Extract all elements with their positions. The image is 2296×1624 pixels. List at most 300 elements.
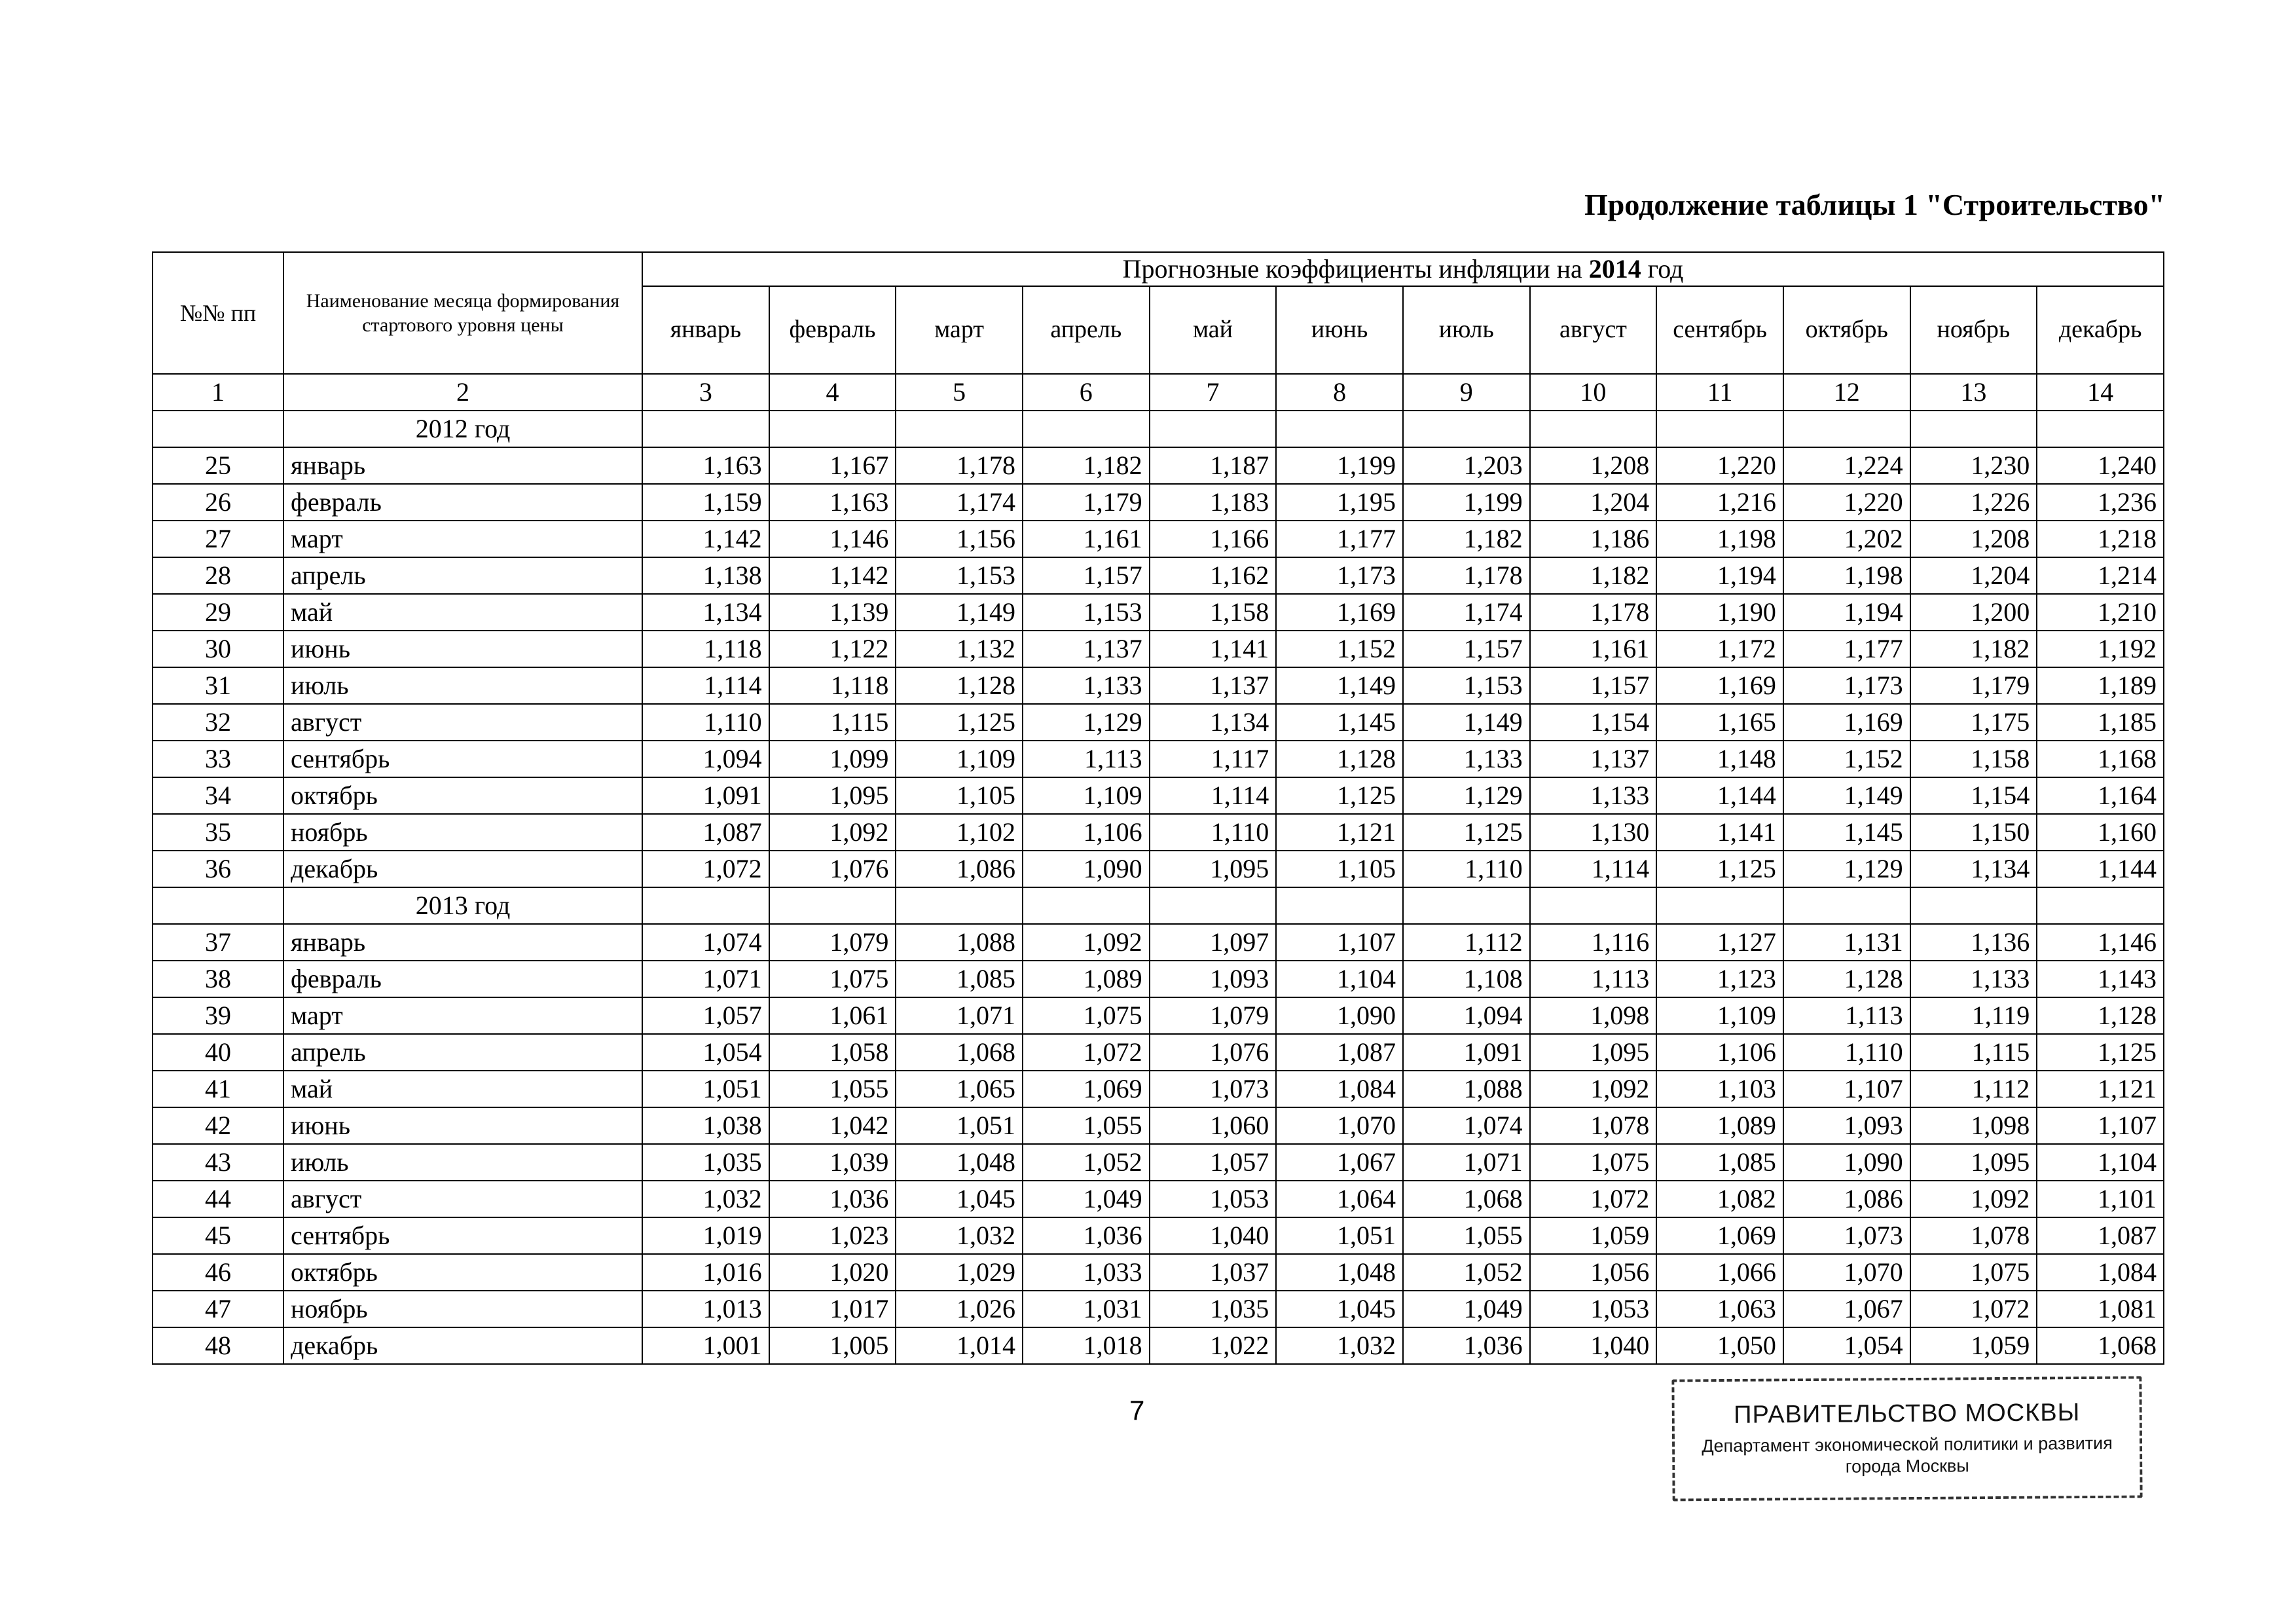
coefficient-cell: 1,194: [1783, 594, 1910, 631]
coefficient-cell: 1,208: [1530, 447, 1657, 484]
coefficient-cell: 1,115: [769, 704, 896, 741]
coefficient-cell: 1,179: [1910, 667, 2037, 704]
coefficient-cell: 1,092: [1910, 1181, 2037, 1217]
coefficient-cell: 1,194: [1656, 557, 1783, 594]
coefficient-cell: 1,032: [1276, 1327, 1403, 1364]
coefficient-cell: 1,149: [896, 594, 1023, 631]
table-row: [153, 1254, 2164, 1291]
coefficient-cell: 1,090: [1783, 1144, 1910, 1181]
coefficient-cell: 1,026: [896, 1291, 1023, 1327]
row-month: сентябрь: [283, 1217, 642, 1254]
coefficient-cell: 1,177: [1783, 631, 1910, 667]
coefficient-cell: 1,157: [1403, 631, 1530, 667]
coefficient-cell: 1,141: [1656, 814, 1783, 851]
coefficient-cell: 1,049: [1023, 1181, 1150, 1217]
coefficient-cell: 1,130: [1530, 814, 1657, 851]
row-month: февраль: [283, 484, 642, 521]
coefficient-cell: 1,071: [642, 961, 769, 997]
coefficient-cell: 1,001: [642, 1327, 769, 1364]
column-number: 6: [1023, 374, 1150, 411]
coefficient-cell: 1,165: [1656, 704, 1783, 741]
coefficient-cell: 1,102: [896, 814, 1023, 851]
coefficient-cell: 1,154: [1530, 704, 1657, 741]
coefficient-cell: 1,125: [896, 704, 1023, 741]
year-row-empty: [769, 887, 896, 924]
coefficient-cell: 1,224: [1783, 447, 1910, 484]
coefficient-cell: 1,005: [769, 1327, 896, 1364]
coefficient-cell: 1,093: [1783, 1107, 1910, 1144]
row-month: август: [283, 1181, 642, 1217]
row-month: ноябрь: [283, 1291, 642, 1327]
coefficient-cell: 1,055: [1023, 1107, 1150, 1144]
header-col-month: сентябрь: [1656, 286, 1783, 374]
coefficient-cell: 1,088: [1403, 1071, 1530, 1107]
row-month: март: [283, 521, 642, 557]
row-number: 47: [153, 1291, 283, 1327]
year-row-empty: [1276, 887, 1403, 924]
coefficient-cell: 1,125: [1276, 777, 1403, 814]
coefficient-cell: 1,139: [769, 594, 896, 631]
table-row: [153, 1217, 2164, 1254]
coefficient-cell: 1,220: [1783, 484, 1910, 521]
coefficient-cell: 1,158: [1150, 594, 1277, 631]
table-row: [153, 997, 2164, 1034]
coefficient-cell: 1,192: [2037, 631, 2164, 667]
coefficient-cell: 1,109: [896, 741, 1023, 777]
coefficient-cell: 1,133: [1530, 777, 1657, 814]
column-number: 3: [642, 374, 769, 411]
coefficient-cell: 1,141: [1150, 631, 1277, 667]
coefficient-cell: 1,051: [642, 1071, 769, 1107]
table-row: [153, 521, 2164, 557]
coefficient-cell: 1,033: [1023, 1254, 1150, 1291]
coefficient-cell: 1,182: [1910, 631, 2037, 667]
coefficient-cell: 1,198: [1783, 557, 1910, 594]
coefficient-cell: 1,086: [896, 851, 1023, 887]
coefficient-cell: 1,098: [1530, 997, 1657, 1034]
coefficient-cell: 1,105: [1276, 851, 1403, 887]
coefficient-cell: 1,185: [2037, 704, 2164, 741]
row-number: 44: [153, 1181, 283, 1217]
coefficient-cell: 1,048: [1276, 1254, 1403, 1291]
row-number: 36: [153, 851, 283, 887]
coefficient-cell: 1,020: [769, 1254, 896, 1291]
coefficient-cell: 1,088: [896, 924, 1023, 961]
coefficient-cell: 1,070: [1276, 1107, 1403, 1144]
year-row-empty: [1656, 411, 1783, 447]
table-row: [153, 1144, 2164, 1181]
row-month: ноябрь: [283, 814, 642, 851]
coefficient-cell: 1,101: [2037, 1181, 2164, 1217]
coefficient-cell: 1,064: [1276, 1181, 1403, 1217]
coefficient-cell: 1,035: [1150, 1291, 1277, 1327]
coefficient-cell: 1,183: [1150, 484, 1277, 521]
coefficient-cell: 1,157: [1530, 667, 1657, 704]
year-row-empty: [1530, 411, 1657, 447]
coefficient-cell: 1,057: [1150, 1144, 1277, 1181]
table-row: [153, 1327, 2164, 1364]
coefficient-cell: 1,204: [1530, 484, 1657, 521]
coefficient-cell: 1,032: [896, 1217, 1023, 1254]
coefficient-cell: 1,166: [1150, 521, 1277, 557]
coefficient-cell: 1,018: [1023, 1327, 1150, 1364]
row-number: 34: [153, 777, 283, 814]
coefficient-cell: 1,187: [1150, 447, 1277, 484]
coefficient-cell: 1,069: [1656, 1217, 1783, 1254]
coefficient-cell: 1,107: [1783, 1071, 1910, 1107]
row-number: 41: [153, 1071, 283, 1107]
coefficient-cell: 1,128: [1783, 961, 1910, 997]
coefficient-cell: 1,099: [769, 741, 896, 777]
coefficient-cell: 1,019: [642, 1217, 769, 1254]
coefficient-cell: 1,075: [769, 961, 896, 997]
column-number: 13: [1910, 374, 2037, 411]
coefficient-cell: 1,056: [1530, 1254, 1657, 1291]
coefficient-cell: 1,182: [1023, 447, 1150, 484]
coefficient-cell: 1,086: [1783, 1181, 1910, 1217]
coefficient-cell: 1,091: [1403, 1034, 1530, 1071]
column-number: 2: [283, 374, 642, 411]
table-row: [153, 447, 2164, 484]
coefficient-cell: 1,085: [896, 961, 1023, 997]
coefficient-cell: 1,107: [2037, 1107, 2164, 1144]
coefficient-cell: 1,162: [1150, 557, 1277, 594]
coefficient-cell: 1,143: [2037, 961, 2164, 997]
coefficient-cell: 1,132: [896, 631, 1023, 667]
coefficient-cell: 1,095: [1150, 851, 1277, 887]
coefficient-cell: 1,040: [1150, 1217, 1277, 1254]
table-row: [153, 484, 2164, 521]
row-month: декабрь: [283, 851, 642, 887]
table-row: [153, 1181, 2164, 1217]
coefficient-cell: 1,198: [1656, 521, 1783, 557]
coefficient-cell: 1,060: [1150, 1107, 1277, 1144]
row-number: 26: [153, 484, 283, 521]
header-col-month: июль: [1403, 286, 1530, 374]
coefficient-cell: 1,169: [1276, 594, 1403, 631]
coefficient-cell: 1,075: [1530, 1144, 1657, 1181]
coefficient-cell: 1,129: [1023, 704, 1150, 741]
row-number: 29: [153, 594, 283, 631]
year-row-empty: [1910, 887, 2037, 924]
coefficient-cell: 1,157: [1023, 557, 1150, 594]
coefficient-cell: 1,149: [1783, 777, 1910, 814]
row-month: апрель: [283, 557, 642, 594]
coefficient-cell: 1,073: [1783, 1217, 1910, 1254]
row-month: май: [283, 1071, 642, 1107]
coefficient-cell: 1,071: [896, 997, 1023, 1034]
coefficient-cell: 1,052: [1023, 1144, 1150, 1181]
year-row-empty: [896, 411, 1023, 447]
coefficient-cell: 1,137: [1023, 631, 1150, 667]
coefficient-cell: 1,159: [642, 484, 769, 521]
coefficient-cell: 1,122: [769, 631, 896, 667]
coefficient-cell: 1,113: [1530, 961, 1657, 997]
year-row-empty: [1023, 887, 1150, 924]
coefficient-cell: 1,073: [1150, 1071, 1277, 1107]
coefficient-cell: 1,137: [1530, 741, 1657, 777]
column-number: 7: [1150, 374, 1277, 411]
coefficient-cell: 1,175: [1910, 704, 2037, 741]
coefficient-cell: 1,153: [1023, 594, 1150, 631]
coefficient-cell: 1,113: [1023, 741, 1150, 777]
coefficient-cell: 1,156: [896, 521, 1023, 557]
coefficient-cell: 1,095: [769, 777, 896, 814]
coefficient-cell: 1,121: [2037, 1071, 2164, 1107]
coefficient-cell: 1,113: [1783, 997, 1910, 1034]
row-number: 37: [153, 924, 283, 961]
coefficient-cell: 1,059: [1910, 1327, 2037, 1364]
coefficient-cell: 1,164: [2037, 777, 2164, 814]
header-forecast-prefix: Прогнозные коэффициенты инфляции на: [1122, 254, 1589, 284]
year-row-empty: [1150, 887, 1277, 924]
coefficient-cell: 1,084: [2037, 1254, 2164, 1291]
coefficient-cell: 1,178: [1530, 594, 1657, 631]
coefficient-cell: 1,110: [642, 704, 769, 741]
coefficient-cell: 1,190: [1656, 594, 1783, 631]
coefficient-cell: 1,053: [1530, 1291, 1657, 1327]
row-number: 42: [153, 1107, 283, 1144]
header-forecast: [642, 252, 2164, 286]
coefficient-cell: 1,114: [1150, 777, 1277, 814]
header-col-month: июнь: [1276, 286, 1403, 374]
stamp-line-1: ПРАВИТЕЛЬСТВО МОСКВЫ: [1734, 1399, 2081, 1429]
coefficient-cell: 1,153: [896, 557, 1023, 594]
coefficient-cell: 1,049: [1403, 1291, 1530, 1327]
coefficient-cell: 1,079: [1150, 997, 1277, 1034]
coefficient-cell: 1,118: [769, 667, 896, 704]
coefficient-cell: 1,082: [1656, 1181, 1783, 1217]
coefficient-cell: 1,061: [769, 997, 896, 1034]
coefficient-cell: 1,098: [1910, 1107, 2037, 1144]
coefficient-cell: 1,051: [896, 1107, 1023, 1144]
coefficient-cell: 1,089: [1656, 1107, 1783, 1144]
coefficient-cell: 1,121: [1276, 814, 1403, 851]
coefficient-cell: 1,071: [1403, 1144, 1530, 1181]
government-stamp: [1671, 1376, 2142, 1501]
year-row-empty: [769, 411, 896, 447]
coefficient-cell: 1,097: [1150, 924, 1277, 961]
coefficient-cell: 1,134: [642, 594, 769, 631]
coefficient-cell: 1,145: [1276, 704, 1403, 741]
row-number: 35: [153, 814, 283, 851]
row-number: 48: [153, 1327, 283, 1364]
coefficient-cell: 1,133: [1910, 961, 2037, 997]
header-col-month: март: [896, 286, 1023, 374]
coefficient-cell: 1,110: [1783, 1034, 1910, 1071]
coefficient-cell: 1,074: [1403, 1107, 1530, 1144]
coefficient-cell: 1,128: [2037, 997, 2164, 1034]
coefficient-cell: 1,094: [1403, 997, 1530, 1034]
year-row-empty: [153, 411, 283, 447]
coefficient-cell: 1,117: [1150, 741, 1277, 777]
coefficient-cell: 1,070: [1783, 1254, 1910, 1291]
row-month: март: [283, 997, 642, 1034]
coefficient-cell: 1,202: [1783, 521, 1910, 557]
coefficient-cell: 1,038: [642, 1107, 769, 1144]
coefficient-cell: 1,074: [642, 924, 769, 961]
year-label: 2013 год: [283, 887, 642, 924]
coefficient-cell: 1,158: [1910, 741, 2037, 777]
coefficient-cell: 1,214: [2037, 557, 2164, 594]
inflation-table: [152, 251, 2164, 1365]
coefficient-cell: 1,051: [1276, 1217, 1403, 1254]
row-month: апрель: [283, 1034, 642, 1071]
header-month-name: Наименование месяца формирования стартового уровня цены: [283, 252, 642, 374]
coefficient-cell: 1,208: [1910, 521, 2037, 557]
coefficient-cell: 1,094: [642, 741, 769, 777]
coefficient-cell: 1,045: [896, 1181, 1023, 1217]
year-row-empty: [642, 887, 769, 924]
coefficient-cell: 1,065: [896, 1071, 1023, 1107]
column-number: 10: [1530, 374, 1657, 411]
coefficient-cell: 1,013: [642, 1291, 769, 1327]
coefficient-cell: 1,218: [2037, 521, 2164, 557]
year-row-empty: [642, 411, 769, 447]
coefficient-cell: 1,109: [1023, 777, 1150, 814]
header-col-month: апрель: [1023, 286, 1150, 374]
table-row: [153, 594, 2164, 631]
coefficient-cell: 1,048: [896, 1144, 1023, 1181]
row-number: 38: [153, 961, 283, 997]
row-number: 28: [153, 557, 283, 594]
coefficient-cell: 1,076: [1150, 1034, 1277, 1071]
table-row: [153, 1071, 2164, 1107]
coefficient-cell: 1,068: [1403, 1181, 1530, 1217]
row-number: 33: [153, 741, 283, 777]
row-number: 45: [153, 1217, 283, 1254]
coefficient-cell: 1,129: [1403, 777, 1530, 814]
coefficient-cell: 1,081: [2037, 1291, 2164, 1327]
coefficient-cell: 1,148: [1656, 741, 1783, 777]
row-number: 39: [153, 997, 283, 1034]
coefficient-cell: 1,195: [1276, 484, 1403, 521]
coefficient-cell: 1,106: [1656, 1034, 1783, 1071]
coefficient-cell: 1,134: [1150, 704, 1277, 741]
coefficient-cell: 1,017: [769, 1291, 896, 1327]
coefficient-cell: 1,058: [769, 1034, 896, 1071]
row-month: июль: [283, 667, 642, 704]
coefficient-cell: 1,068: [896, 1034, 1023, 1071]
coefficient-cell: 1,145: [1783, 814, 1910, 851]
coefficient-cell: 1,092: [1530, 1071, 1657, 1107]
table-row: [153, 741, 2164, 777]
coefficient-cell: 1,125: [2037, 1034, 2164, 1071]
coefficient-cell: 1,182: [1403, 521, 1530, 557]
coefficient-cell: 1,109: [1656, 997, 1783, 1034]
coefficient-cell: 1,053: [1150, 1181, 1277, 1217]
coefficient-cell: 1,133: [1403, 741, 1530, 777]
table-row: [153, 851, 2164, 887]
header-col-month: август: [1530, 286, 1657, 374]
stamp-line-3: города Москвы: [1845, 1456, 1969, 1477]
header-forecast-suffix: год: [1641, 254, 1684, 284]
coefficient-cell: 1,226: [1910, 484, 2037, 521]
coefficient-cell: 1,104: [1276, 961, 1403, 997]
coefficient-cell: 1,112: [1910, 1071, 2037, 1107]
column-number: 14: [2037, 374, 2164, 411]
coefficient-cell: 1,072: [1530, 1181, 1657, 1217]
coefficient-cell: 1,167: [769, 447, 896, 484]
coefficient-cell: 1,089: [1023, 961, 1150, 997]
coefficient-cell: 1,199: [1276, 447, 1403, 484]
coefficient-cell: 1,023: [769, 1217, 896, 1254]
coefficient-cell: 1,072: [642, 851, 769, 887]
coefficient-cell: 1,108: [1403, 961, 1530, 997]
coefficient-cell: 1,087: [2037, 1217, 2164, 1254]
coefficient-cell: 1,052: [1403, 1254, 1530, 1291]
coefficient-cell: 1,069: [1023, 1071, 1150, 1107]
coefficient-cell: 1,067: [1783, 1291, 1910, 1327]
stamp-line-2: Департамент экономической политики и развития: [1702, 1433, 2113, 1456]
coefficient-cell: 1,168: [2037, 741, 2164, 777]
table-row: [153, 1291, 2164, 1327]
year-row-empty: [1783, 887, 1910, 924]
coefficient-cell: 1,163: [769, 484, 896, 521]
row-month: август: [283, 704, 642, 741]
coefficient-cell: 1,087: [642, 814, 769, 851]
row-month: октябрь: [283, 1254, 642, 1291]
coefficient-cell: 1,075: [1023, 997, 1150, 1034]
table-row: [153, 961, 2164, 997]
column-number: 4: [769, 374, 896, 411]
coefficient-cell: 1,092: [1023, 924, 1150, 961]
coefficient-cell: 1,050: [1656, 1327, 1783, 1364]
coefficient-cell: 1,220: [1656, 447, 1783, 484]
coefficient-cell: 1,161: [1023, 521, 1150, 557]
coefficient-cell: 1,152: [1783, 741, 1910, 777]
coefficient-cell: 1,055: [769, 1071, 896, 1107]
table-row: [153, 704, 2164, 741]
coefficient-cell: 1,119: [1910, 997, 2037, 1034]
coefficient-cell: 1,114: [1530, 851, 1657, 887]
coefficient-cell: 1,153: [1403, 667, 1530, 704]
row-month: декабрь: [283, 1327, 642, 1364]
coefficient-cell: 1,146: [769, 521, 896, 557]
row-number: 46: [153, 1254, 283, 1291]
coefficient-cell: 1,136: [1910, 924, 2037, 961]
coefficient-cell: 1,174: [1403, 594, 1530, 631]
coefficient-cell: 1,149: [1403, 704, 1530, 741]
coefficient-cell: 1,114: [642, 667, 769, 704]
coefficient-cell: 1,173: [1783, 667, 1910, 704]
row-number: 25: [153, 447, 283, 484]
coefficient-cell: 1,203: [1403, 447, 1530, 484]
coefficient-cell: 1,178: [896, 447, 1023, 484]
coefficient-cell: 1,076: [769, 851, 896, 887]
coefficient-cell: 1,032: [642, 1181, 769, 1217]
year-row-empty: [1150, 411, 1277, 447]
row-number: 40: [153, 1034, 283, 1071]
coefficient-cell: 1,103: [1656, 1071, 1783, 1107]
coefficient-cell: 1,161: [1530, 631, 1657, 667]
coefficient-cell: 1,230: [1910, 447, 2037, 484]
coefficient-cell: 1,144: [2037, 851, 2164, 887]
coefficient-cell: 1,173: [1276, 557, 1403, 594]
coefficient-cell: 1,169: [1783, 704, 1910, 741]
coefficient-cell: 1,189: [2037, 667, 2164, 704]
header-col-month: май: [1150, 286, 1277, 374]
coefficient-cell: 1,110: [1403, 851, 1530, 887]
row-month: октябрь: [283, 777, 642, 814]
column-number: 1: [153, 374, 283, 411]
row-month: январь: [283, 924, 642, 961]
coefficient-cell: 1,014: [896, 1327, 1023, 1364]
coefficient-cell: 1,085: [1656, 1144, 1783, 1181]
coefficient-cell: 1,127: [1656, 924, 1783, 961]
header-forecast-year: 2014: [1588, 254, 1641, 284]
table-row: [153, 667, 2164, 704]
